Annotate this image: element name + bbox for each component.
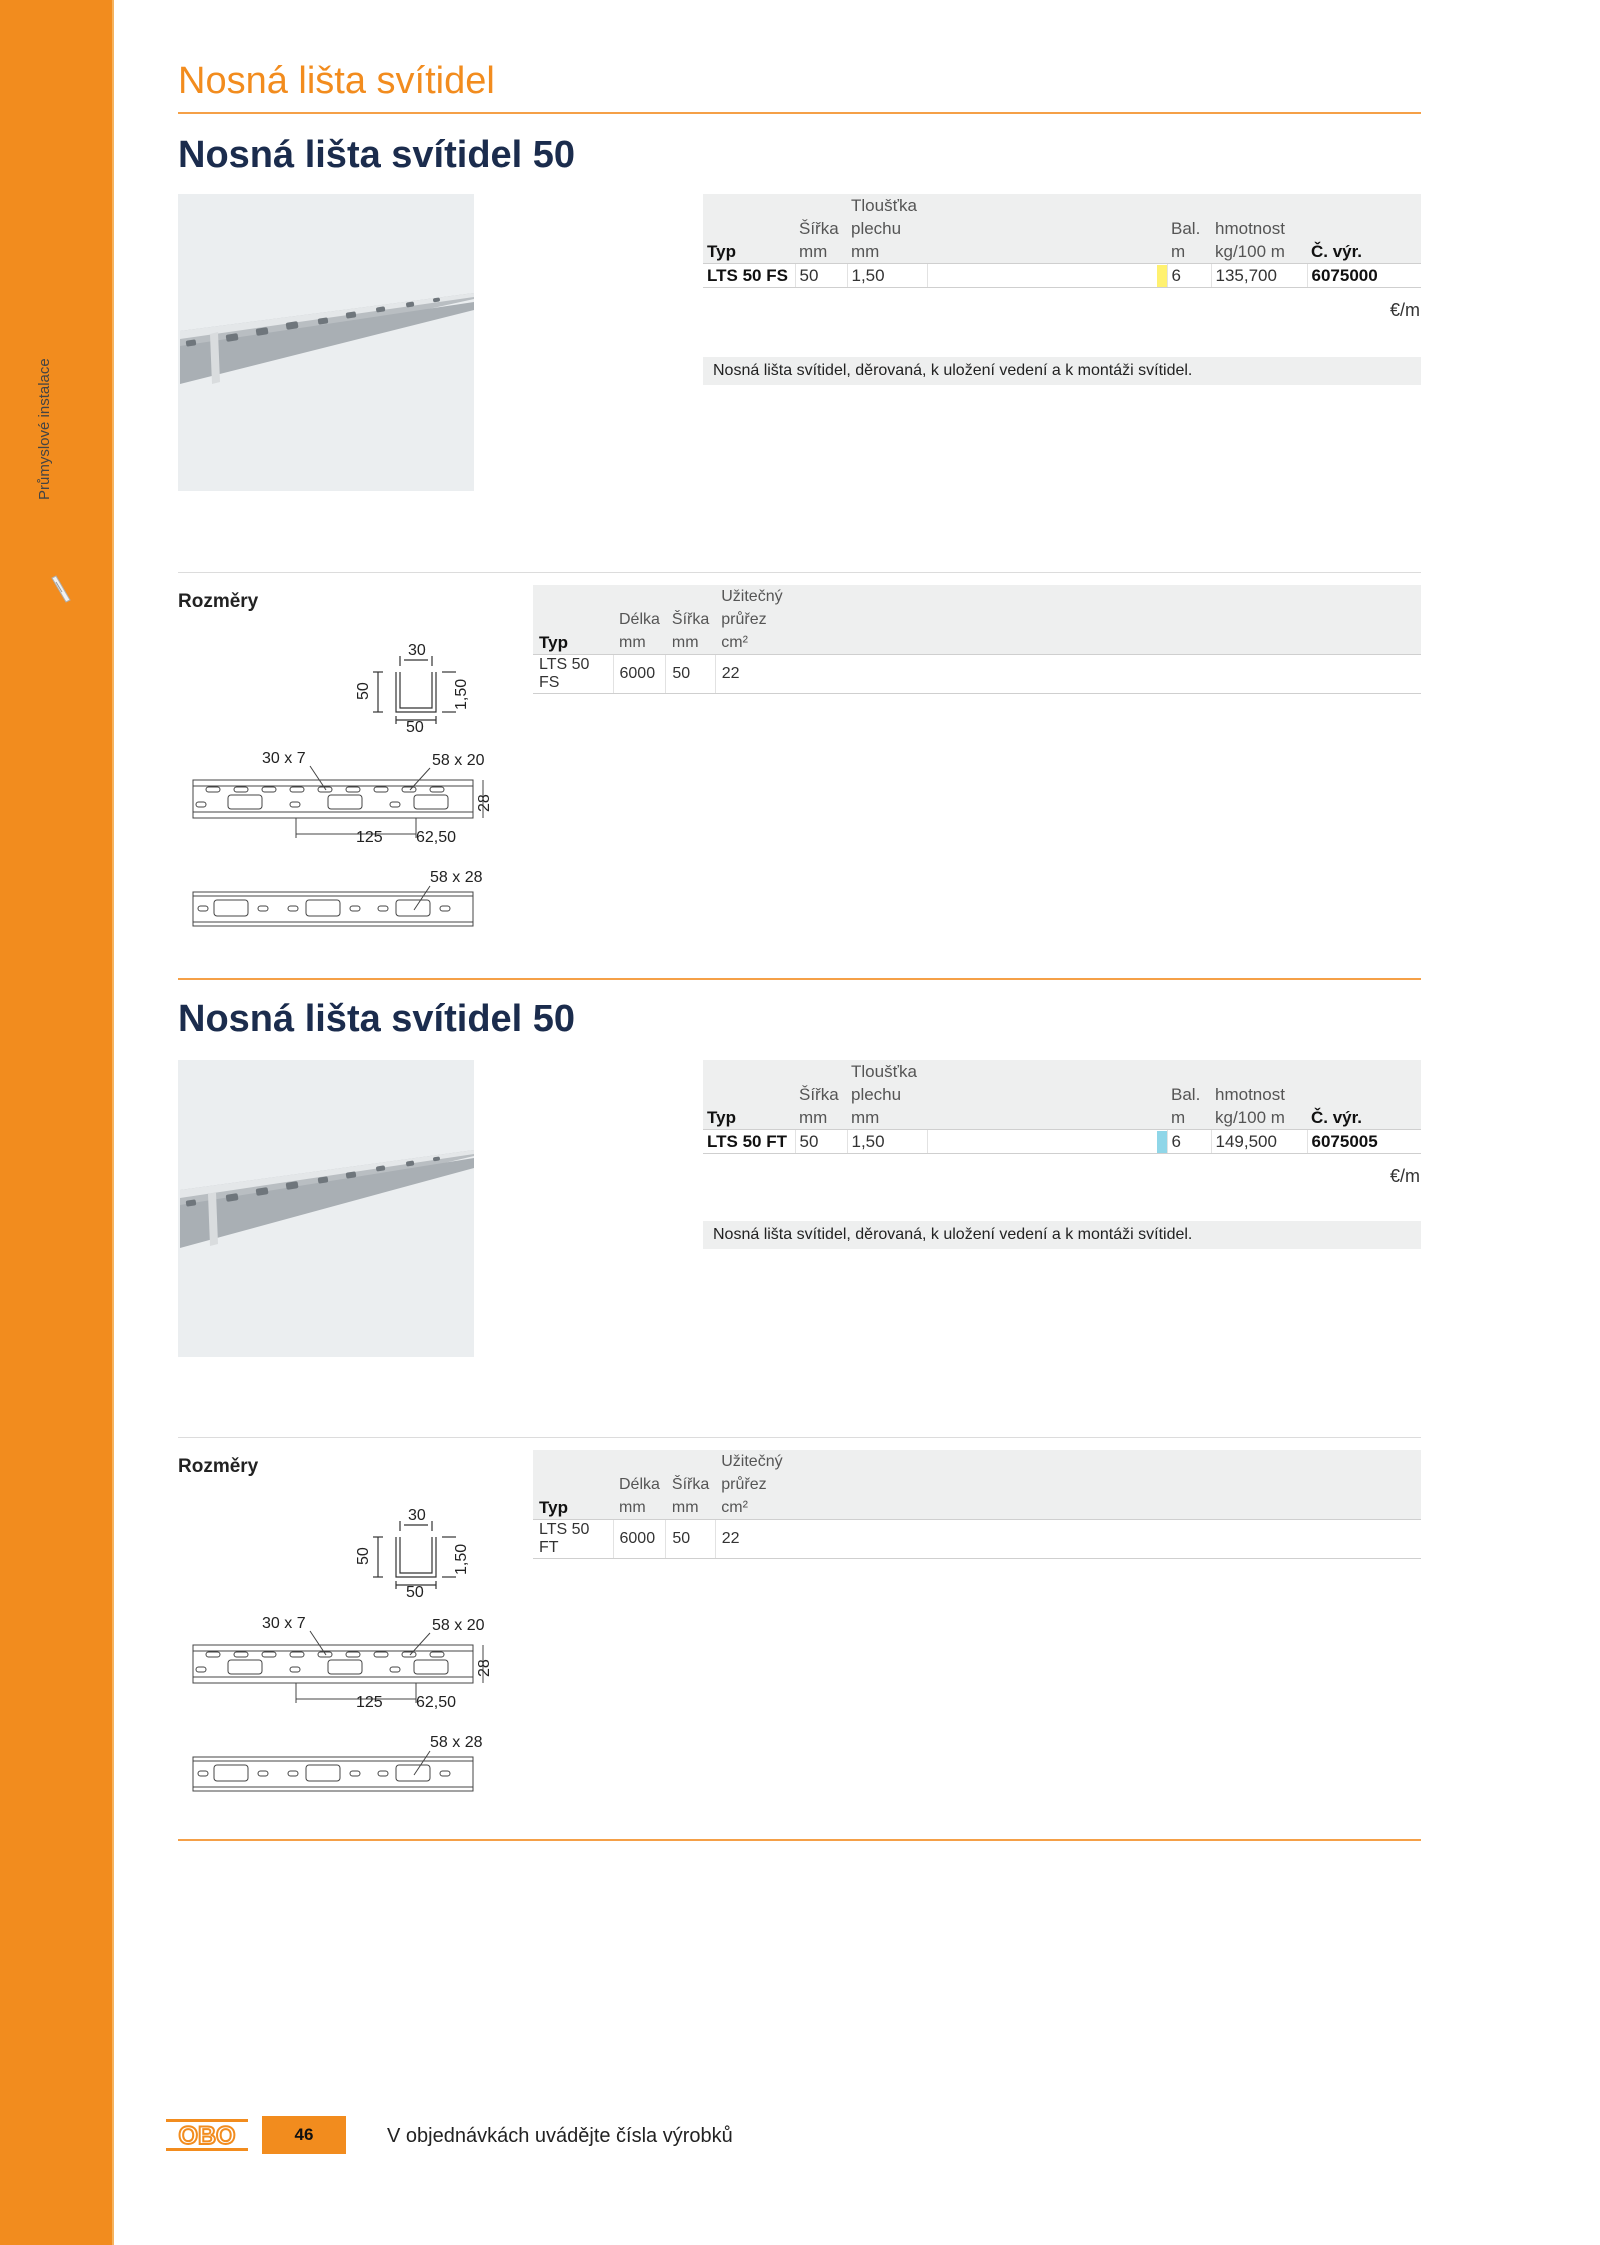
side-band — [0, 0, 112, 2245]
dim-label: 1,50 — [453, 1543, 470, 1575]
table-row: LTS 50 FT 6000 50 22 — [533, 1520, 1421, 1559]
section-divider — [178, 1839, 1421, 1841]
dim-label: 125 — [356, 829, 383, 846]
price-unit: €/m — [1389, 300, 1420, 320]
page-number: 46 — [262, 2116, 346, 2154]
dim-label: 62,50 — [416, 829, 457, 846]
product-photo — [178, 194, 474, 491]
dimensions-table: Užitečný Délka Šířka průřez Typ mm mm cm² LTS 50 FT 6000 50 22 — [533, 1450, 1421, 1559]
dim-label: 125 — [356, 1694, 383, 1711]
table-row: LTS 50 FS 6000 50 22 — [533, 655, 1421, 694]
price-unit: €/m — [1389, 1166, 1420, 1186]
table-row: LTS 50 FT 50 1,50 6 149,500 6075005 — [703, 1130, 1421, 1154]
table-row: LTS 50 FS 50 1,50 6 135,700 6075000 — [703, 264, 1421, 288]
dim-label: 50 — [355, 682, 372, 700]
product-table: Tloušťka Šířka plechu Bal. hmotnost Typ mm mm m kg/100 m Č. výr. LTS 50 FT 50 1,50 6 149,500 6075005 — [703, 1060, 1421, 1154]
dim-label: 50 — [406, 719, 424, 736]
section-title: Nosná lišta svítidel 50 — [178, 134, 576, 176]
section-divider — [178, 572, 1421, 573]
dim-label: 58 x 28 — [430, 1734, 483, 1751]
dim-label: 58 x 20 — [432, 1617, 485, 1634]
dim-label: 28 — [476, 1659, 493, 1677]
obo-logo — [166, 2118, 248, 2152]
section-divider — [178, 978, 1421, 980]
dim-label: 28 — [476, 794, 493, 812]
section-title: Nosná lišta svítidel 50 — [178, 998, 576, 1040]
dimension-drawing — [178, 1485, 498, 1815]
rail-icon — [48, 572, 74, 612]
side-band-edge — [112, 0, 114, 2245]
dim-label: 50 — [355, 1547, 372, 1565]
section-divider — [178, 1437, 1421, 1438]
section-side-label: Průmyslové instalace — [36, 358, 53, 500]
product-photo — [178, 1060, 474, 1357]
dimension-drawing — [178, 620, 498, 950]
dim-label: 62,50 — [416, 1694, 457, 1711]
dim-label: 50 — [406, 1584, 424, 1601]
dimensions-table: Užitečný Délka Šířka průřez Typ mm mm cm² LTS 50 FS 6000 50 22 — [533, 585, 1421, 694]
page-title: Nosná lišta svítidel — [178, 60, 495, 102]
dimensions-label: Rozměry — [178, 591, 259, 612]
dim-label: 30 x 7 — [262, 1615, 306, 1632]
footer-note: V objednávkách uvádějte čísla výrobků — [387, 2125, 733, 2147]
dim-label: 30 x 7 — [262, 750, 306, 767]
product-description: Nosná lišta svítidel, děrovaná, k uložení vedení a k montáži svítidel. — [703, 357, 1421, 385]
dim-label: 58 x 20 — [432, 752, 485, 769]
dim-label: 58 x 28 — [430, 869, 483, 886]
svg-text:OBO: OBO — [178, 2122, 236, 2150]
dim-label: 1,50 — [453, 678, 470, 710]
title-divider — [178, 112, 1421, 114]
cable-tray-image — [178, 1060, 474, 1357]
status-swatch — [1157, 1131, 1167, 1153]
dim-label: 30 — [408, 642, 426, 659]
dim-label: 30 — [408, 1507, 426, 1524]
product-table: Tloušťka Šířka plechu Bal. hmotnost Typ mm mm m kg/100 m Č. výr. LTS 50 FS 50 1,50 6 135,700 6075000 — [703, 194, 1421, 288]
product-description: Nosná lišta svítidel, děrovaná, k uložení vedení a k montáži svítidel. — [703, 1221, 1421, 1249]
cable-tray-image — [178, 194, 474, 491]
status-swatch — [1157, 265, 1167, 287]
dimensions-label: Rozměry — [178, 1456, 259, 1477]
